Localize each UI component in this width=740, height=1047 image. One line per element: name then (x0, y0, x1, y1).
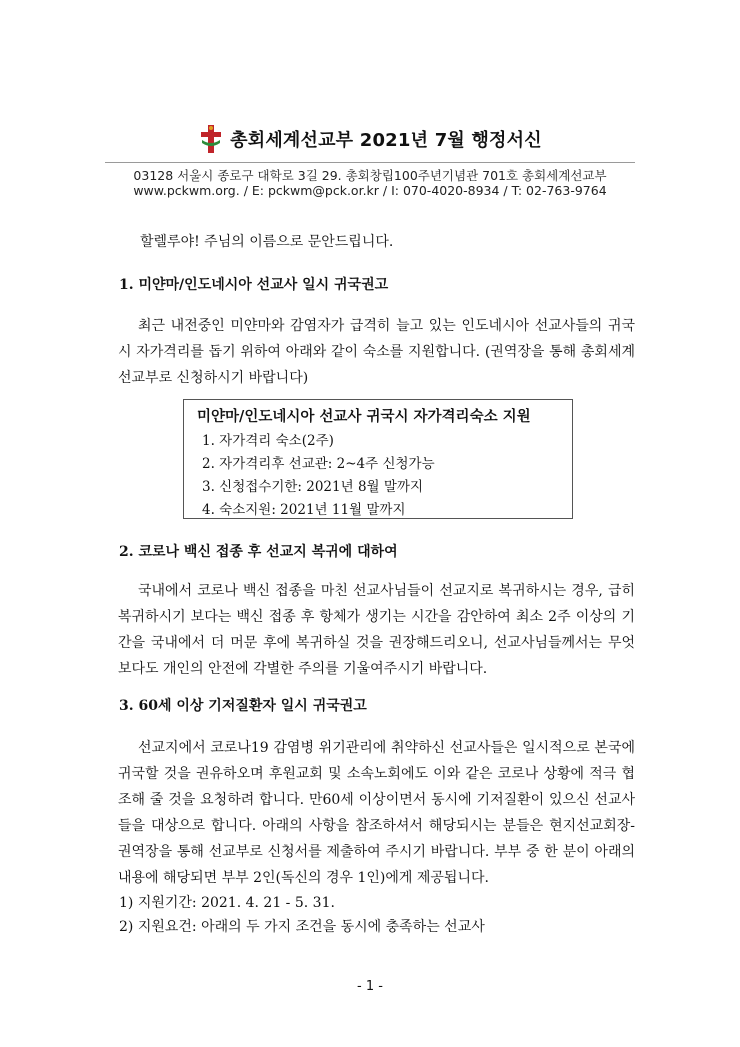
list-item: 4. 숙소지원: 2021년 11월 말까지 (202, 502, 406, 518)
section-heading-1: 1. 미얀마/인도네시아 선교사 일시 귀국권고 (119, 277, 389, 293)
page-number: - 1 - (357, 979, 383, 994)
section-2-paragraph: 국내에서 코로나 백신 접종을 마친 선교사님들이 선교지로 복귀하시는 경우, 급히 복귀하시기 보다는 백신 접종 후 항체가 생기는 시간을 감안하여 최소 2주 이상의 기간을 국내에서 더 머문 후에 복귀하실 것을 권장해드리오니, 선교사님들께서는 무엇보다도 개인의 안전에 각별한 주의를 기울여주시기 바랍니다. (118, 583, 635, 677)
section-1-paragraph: 최근 내전중인 미얀마와 감염자가 급격히 늘고 있는 인도네시아 선교사들의 귀국시 자가격리를 돕기 위하여 아래와 같이 숙소를 지원합니다. (권역장을 통해 총회세계선교부로 신청하시기 바랍니다) (118, 318, 635, 386)
support-box-title: 미얀마/인도네시아 선교사 귀국시 자가격리숙소 지원 (197, 408, 531, 425)
address-line: 03128 서울시 종로구 대학로 3길 29. 총회창립100주년기념관 701호 총회세계선교부 (133, 168, 607, 183)
document-title: 총회세계선교부 2021년 7월 행정서신 (230, 130, 542, 151)
support-box-list (202, 430, 435, 522)
header-divider (105, 162, 635, 163)
document-header (0, 124, 740, 154)
list-item: 2. 자가격리후 선교관: 2~4주 신청가능 (202, 456, 435, 472)
support-info-box (183, 399, 573, 519)
greeting: 할렐루야! 주님의 이름으로 문안드립니다. (140, 234, 394, 250)
section-heading-3: 3. 60세 이상 기저질환자 일시 귀국권고 (119, 698, 367, 714)
support-requirement-item: 2) 지원요건: 아래의 두 가지 조건을 동시에 충족하는 선교사 (119, 919, 485, 935)
support-period-item: 1) 지원기간: 2021. 4. 21 - 5. 31. (119, 895, 335, 911)
list-item: 3. 신청접수기한: 2021년 8월 말까지 (202, 479, 423, 495)
list-item: 1. 자가격리 숙소(2주) (202, 433, 334, 449)
title-row (0, 124, 740, 154)
contact-line: www.pckwm.org. / E: pckwm@pck.or.kr / I: 070-4020-8934 / T: 02-763-9764 (133, 183, 607, 198)
cross-logo-icon (198, 124, 224, 154)
section-3-paragraph: 선교지에서 코로나19 감염병 위기관리에 취약하신 선교사들은 일시적으로 본국에 귀국할 것을 권유하오며 후원교회 및 소속노회에도 이와 같은 코로나 상황에 적극 협조해 줄 것을 요청하려 합니다. 만60세 이상이면서 동시에 기저질환이 있으신 선교사들을 대상으로 합니다. 아래의 사항을 참조하셔서 해당되시는 분들은 현지선교회장-권역장을 통해 선교부로 신청서를 제출하여 주시기 바랍니다. 부부 중 한 분이 아래의 내용에 해당되면 부부 2인(독신의 경우 1인)에게 제공됩니다. (118, 740, 635, 886)
section-heading-2: 2. 코로나 백신 접종 후 선교지 복귀에 대하여 (119, 544, 398, 560)
